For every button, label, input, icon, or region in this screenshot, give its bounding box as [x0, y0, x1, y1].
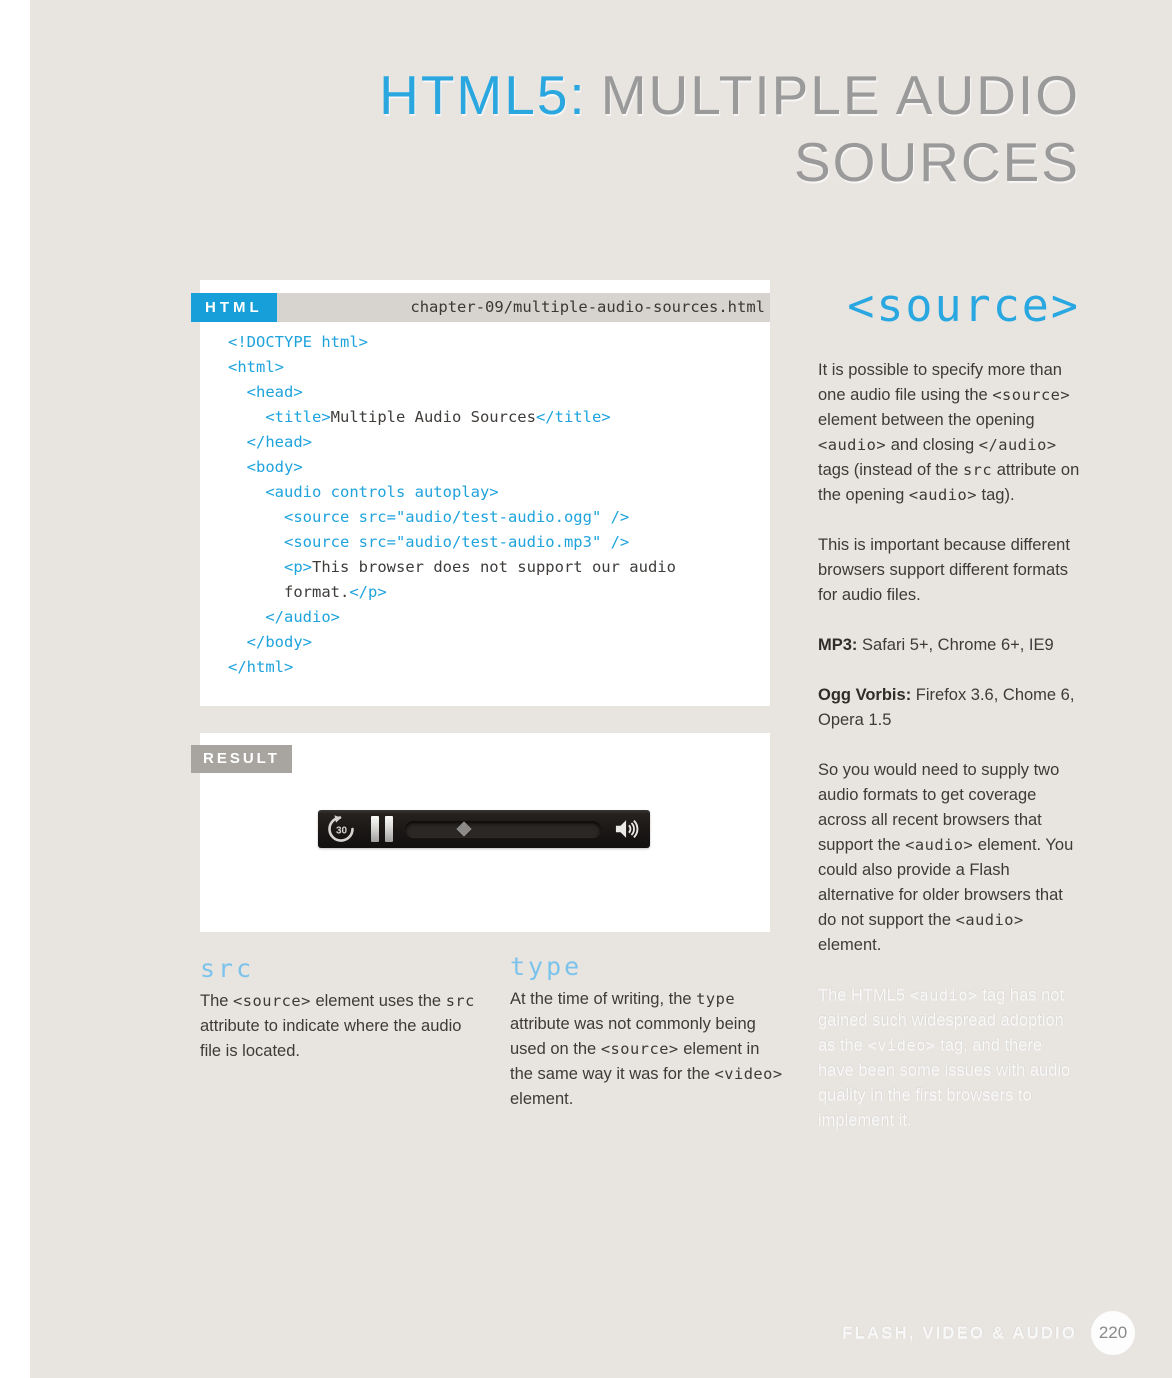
- sidebar-paragraphs: [818, 358, 1080, 1133]
- pause-bar-left: [371, 816, 379, 842]
- code-line: <title>Multiple Audio Sources</title>: [228, 408, 611, 426]
- src-description: The <source> element uses the src attribute to indicate where the audio file is located.: [200, 992, 475, 1060]
- page-number: 220: [1098, 1323, 1128, 1342]
- sidebar-paragraph: MP3: Safari 5+, Chrome 6+, IE9: [818, 636, 1054, 654]
- code-line: </head>: [228, 433, 312, 451]
- progress-thumb[interactable]: [456, 821, 472, 837]
- volume-icon[interactable]: [613, 817, 641, 841]
- code-filename: chapter-09/multiple-audio-sources.html: [410, 298, 765, 316]
- rewind-30-icon[interactable]: [326, 814, 356, 844]
- sidebar: [818, 279, 1080, 1158]
- type-description: At the time of writing, the type attribute was not commonly being used on the <source> element in the same way it was for the <video> element.: [510, 990, 783, 1108]
- audio-player[interactable]: [318, 810, 650, 848]
- sidebar-paragraph: So you would need to supply two audio formats to get coverage across all recent browsers that support the <audio> element. You could also provide a Flash alternative for older browsers that do not support the <audio> element.: [818, 761, 1074, 954]
- code-line: <p>This browser does not support our audio: [228, 558, 676, 576]
- code-line: <!DOCTYPE html>: [228, 333, 368, 351]
- code-line: <html>: [228, 358, 284, 376]
- page-title: [379, 62, 1080, 196]
- code-panel: [200, 280, 770, 706]
- source-element-heading: <source>: [847, 279, 1080, 332]
- code-line: <body>: [228, 458, 303, 476]
- page-number-badge: [1091, 1311, 1135, 1355]
- code-line: </audio>: [228, 608, 340, 626]
- code-header: [200, 293, 770, 322]
- result-panel: [200, 733, 770, 932]
- code-line: format.</p>: [228, 583, 387, 601]
- pause-bar-right: [385, 816, 393, 842]
- progress-track[interactable]: [405, 821, 601, 838]
- title-line-1: [379, 62, 1080, 129]
- rewind-30-label: 30: [335, 825, 348, 837]
- code-line: </html>: [228, 658, 294, 676]
- src-section: [200, 956, 476, 1089]
- type-heading: type: [510, 952, 583, 981]
- page-footer: [842, 1311, 1135, 1355]
- rewind-arrowhead: [335, 815, 342, 822]
- title-highlight: HTML5:: [379, 64, 587, 126]
- sidebar-paragraph: The HTML5 <audio> tag has not gained such widespread adoption as the <video> tag, and there have been some issues with audio quality in the first browsers to implement it.: [818, 986, 1071, 1129]
- title-rest: MULTIPLE AUDIO: [600, 64, 1080, 126]
- book-page: [30, 0, 1172, 1378]
- code-line: <source src="audio/test-audio.mp3" />: [228, 533, 630, 551]
- code-line: <audio controls autoplay>: [228, 483, 499, 501]
- sidebar-paragraph: This is important because different browsers support different formats for audio files.: [818, 536, 1070, 604]
- code-listing: [200, 330, 770, 680]
- type-section: [510, 954, 784, 1137]
- code-line: <source src="audio/test-audio.ogg" />: [228, 508, 630, 526]
- src-heading: src: [200, 954, 255, 983]
- code-line: <head>: [228, 383, 303, 401]
- chapter-title: FLASH, VIDEO & AUDIO: [842, 1323, 1077, 1342]
- pause-button[interactable]: [371, 816, 393, 842]
- result-badge: RESULT: [191, 745, 292, 773]
- sidebar-paragraph: It is possible to specify more than one audio file using the <source> element between the opening <audio> and closing </audio> tags (instead of the src attribute on the opening <audio> tag).: [818, 361, 1080, 504]
- code-line: </body>: [228, 633, 312, 651]
- sidebar-paragraph: Ogg Vorbis: Firefox 3.6, Chome 6, Opera 1.5: [818, 686, 1075, 729]
- title-line-2: SOURCES: [794, 131, 1080, 193]
- html-badge: HTML: [191, 293, 277, 322]
